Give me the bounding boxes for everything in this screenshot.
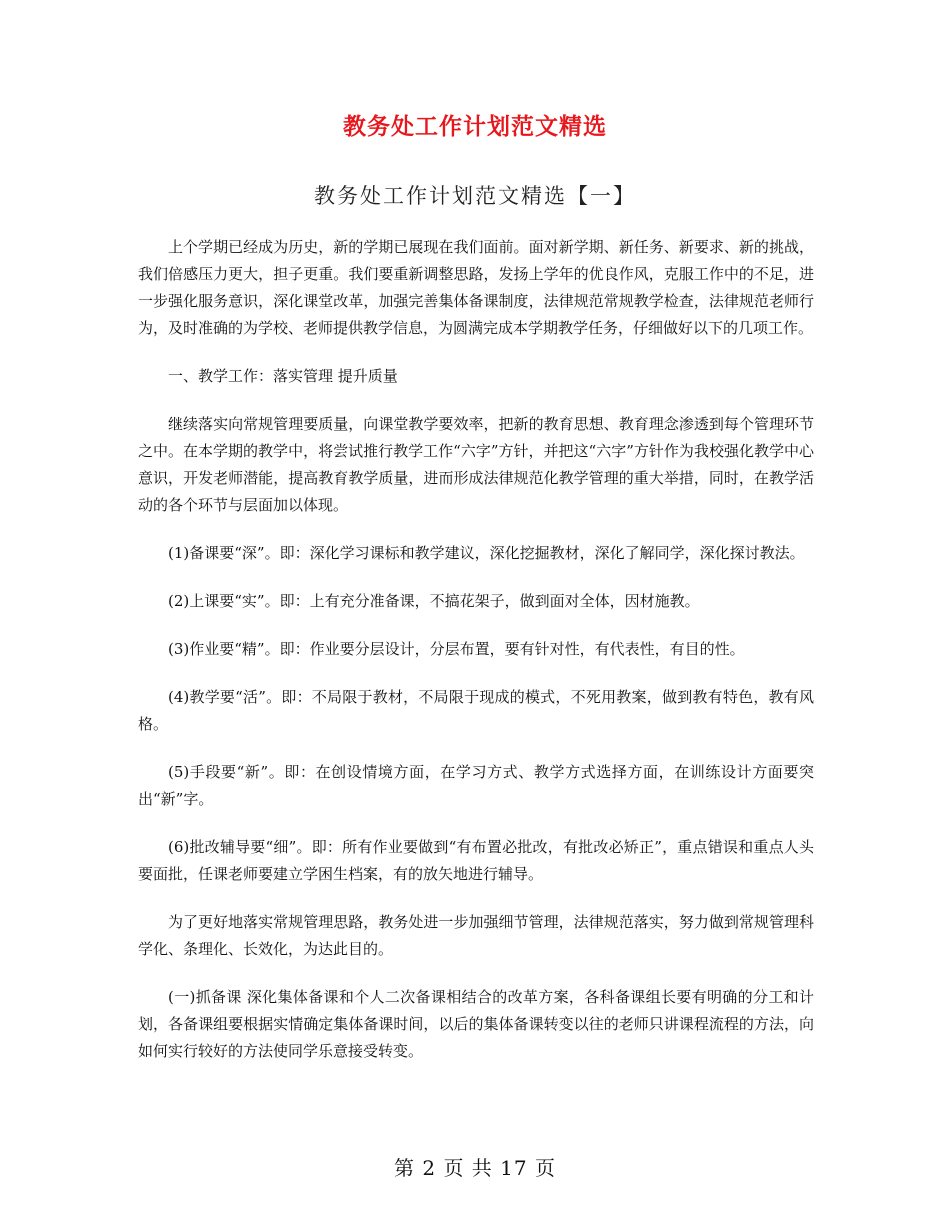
- page-number-footer: 第 2 页 共 17 页: [394, 1156, 556, 1180]
- list-item-prepare: (1)备课要“深”。即：深化学习课标和教学建议，深化挖掘教材，深化了解同学，深化探讨教法。: [168, 544, 805, 562]
- document-title: 教务处工作计划范文精选: [343, 114, 607, 140]
- paragraph-lesson-prep: (一)抓备课 深化集体备课和个人二次备课相结合的改革方案，各科备课组长要有明确的分工和计划，各备课组要根据实情确定集体备课时间，以后的集体备课转变以往的老师只讲课程流程的方法，向如何实行较好的方法使同学乐意接受转变。: [138, 988, 814, 1060]
- document-body: [138, 234, 814, 1086]
- section-title: 教务处工作计划范文精选【一】: [314, 184, 636, 208]
- paragraph-routine-management: 为了更好地落实常规管理思路，教务处进一步加强细节管理，法律规范落实，努力做到常规管理科学化、条理化、长效化，为达此目的。: [138, 913, 814, 958]
- paragraph-six-words: 继续落实向常规管理要质量，向课堂教学要效率，把新的教育思想、教育理念渗透到每个管理环节之中。在本学期的教学中，将尝试推行教学工作“六字”方针，并把这“六字”方针作为我校强化教学中心意识，开发老师潜能，提高教育教学质量，进而形成法律规范化教学管理的重大举措，同时，在教学活动的各个环节与层面加以体现。: [138, 415, 814, 514]
- list-item-correction: (6)批改辅导要“细”。即：所有作业要做到“有布置必批改，有批改必矫正”，重点错误和重点人头要面批，任课老师要建立学困生档案，有的放矢地进行辅导。: [138, 838, 814, 883]
- heading-teaching-work: 一、教学工作：落实管理 提升质量: [168, 367, 398, 385]
- list-item-teaching: (4)教学要“活”。即：不局限于教材，不局限于现成的模式，不死用教案，做到教有特色，教有风格。: [138, 688, 814, 733]
- paragraph-intro: 上个学期已经成为历史，新的学期已展现在我们面前。面对新学期、新任务、新要求、新的挑战，我们倍感压力更大，担子更重。我们要重新调整思路，发扬上学年的优良作风，克服工作中的不足，进一步强化服务意识，深化课堂改革，加强完善集体备课制度，法律规范常规教学检查，法律规范老师行为，及时准确的为学校、老师提供教学信息，为圆满完成本学期教学任务，仔细做好以下的几项工作。: [138, 238, 814, 337]
- list-item-homework: (3)作业要“精”。即：作业要分层设计，分层布置，要有针对性，有代表性，有目的性。: [168, 640, 745, 658]
- list-item-lecture: (2)上课要“实”。即：上有充分准备课，不搞花架子，做到面对全体，因材施教。: [168, 592, 700, 610]
- list-item-means: (5)手段要“新”。即：在创设情境方面，在学习方式、教学方式选择方面，在训练设计方面要突出“新”字。: [138, 763, 814, 808]
